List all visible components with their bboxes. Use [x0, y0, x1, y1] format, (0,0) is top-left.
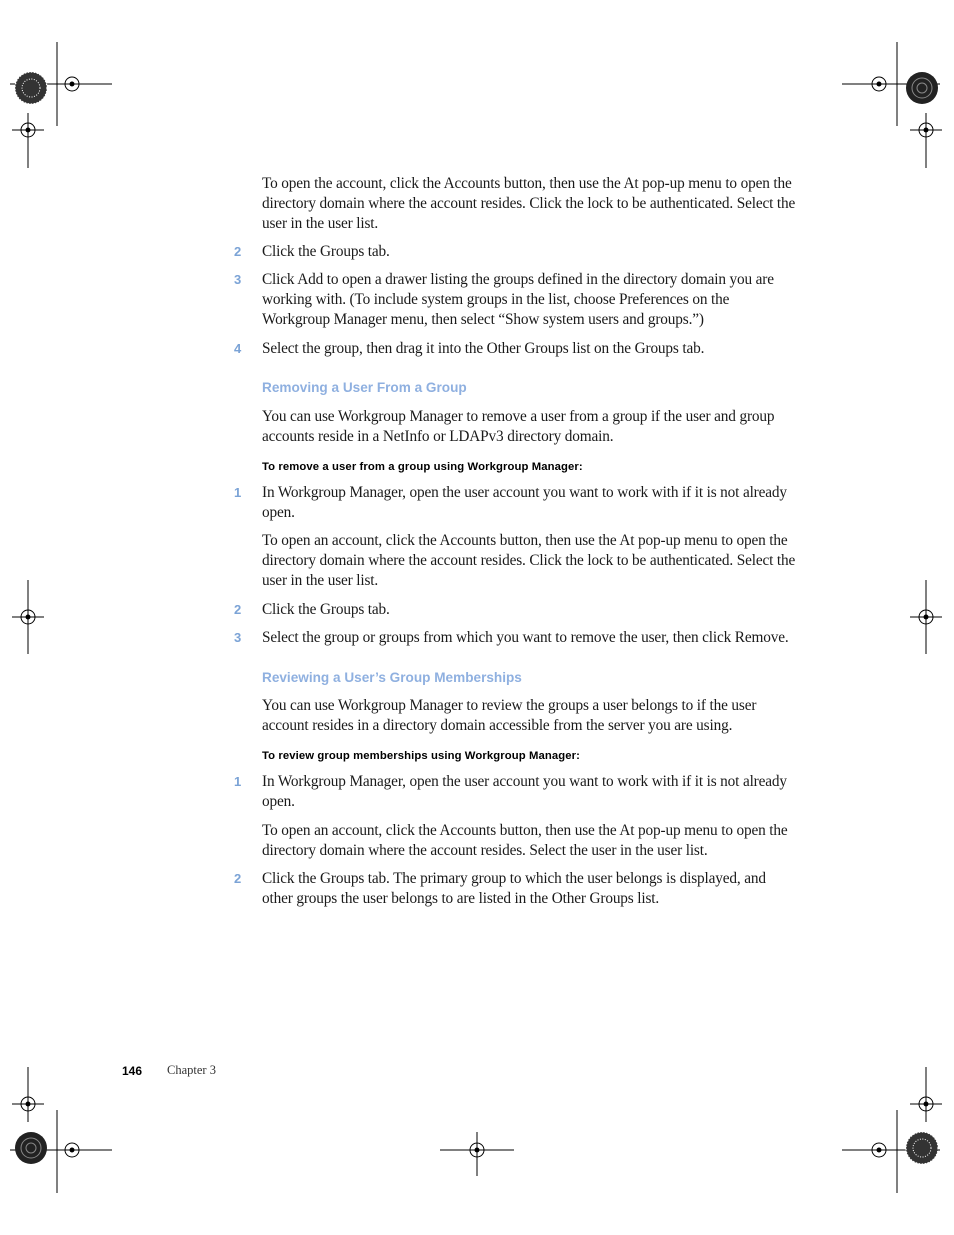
star-target-top-left: [15, 72, 47, 104]
step-text: Click the Groups tab. The primary group to which the user belongs is displayed, and other groups the user belongs to are listed in the Other Groups list.: [262, 870, 766, 908]
step-number: 1: [234, 774, 242, 789]
step-text: Click the Groups tab.: [262, 601, 390, 618]
step-text: In Workgroup Manager, open the user account you want to work with if it is not already open.: [262, 484, 787, 522]
section-intro-paragraph: You can use Workgroup Manager to remove a user from a group if the user and group accounts reside in a NetInfo or LDAPv3 directory domain.: [262, 408, 775, 446]
step-number: 2: [234, 244, 242, 259]
step-number: 4: [234, 341, 242, 356]
section-intro-paragraph: You can use Workgroup Manager to review the groups a user belongs to if the user account resides in a directory domain accessible from the server you are using.: [262, 697, 757, 735]
step-text: Click the Groups tab.: [262, 243, 390, 260]
task-heading-remove: To remove a user from a group using Workgroup Manager:: [262, 461, 583, 473]
step-number: 2: [234, 602, 242, 617]
page-number: 146: [122, 1064, 143, 1078]
step-number: 2: [234, 871, 242, 886]
chapter-label: Chapter 3: [167, 1063, 216, 1077]
star-target-bottom-left: [15, 1132, 47, 1164]
open-account-paragraph: To open the account, click the Accounts button, then use the At pop-up menu to open the directory domain where the account resides. Click the lock to be authenticated. Select the user in the user list.: [262, 175, 796, 233]
step-text: Click Add to open a drawer listing the groups defined in the directory domain you are working with. (To include system groups in the list, choose Preferences on the Workgroup Manager menu, then select “Show system users and groups.”): [262, 271, 774, 329]
section-heading-remove: Removing a User From a Group: [262, 380, 467, 395]
open-account-paragraph: To open an account, click the Accounts button, then use the At pop-up menu to open the directory domain where the account resides. Click the lock to be authenticated. Select the user in the user list.: [262, 532, 796, 590]
step-text: Select the group, then drag it into the Other Groups list on the Groups tab.: [262, 340, 705, 357]
star-target-top-right: [906, 72, 938, 104]
step-text: In Workgroup Manager, open the user account you want to work with if it is not already open.: [262, 773, 787, 811]
section-heading-review: Reviewing a User’s Group Memberships: [262, 670, 522, 685]
task-heading-review: To review group memberships using Workgroup Manager:: [262, 750, 580, 762]
open-account-paragraph: To open an account, click the Accounts button, then use the At pop-up menu to open the directory domain where the account resides. Select the user in the user list.: [262, 822, 788, 860]
step-number: 3: [234, 630, 242, 645]
step-number: 3: [234, 272, 242, 287]
step-text: Select the group or groups from which you want to remove the user, then click Remove.: [262, 629, 789, 646]
step-number: 1: [234, 485, 242, 500]
star-target-bottom-right: [906, 1132, 938, 1164]
